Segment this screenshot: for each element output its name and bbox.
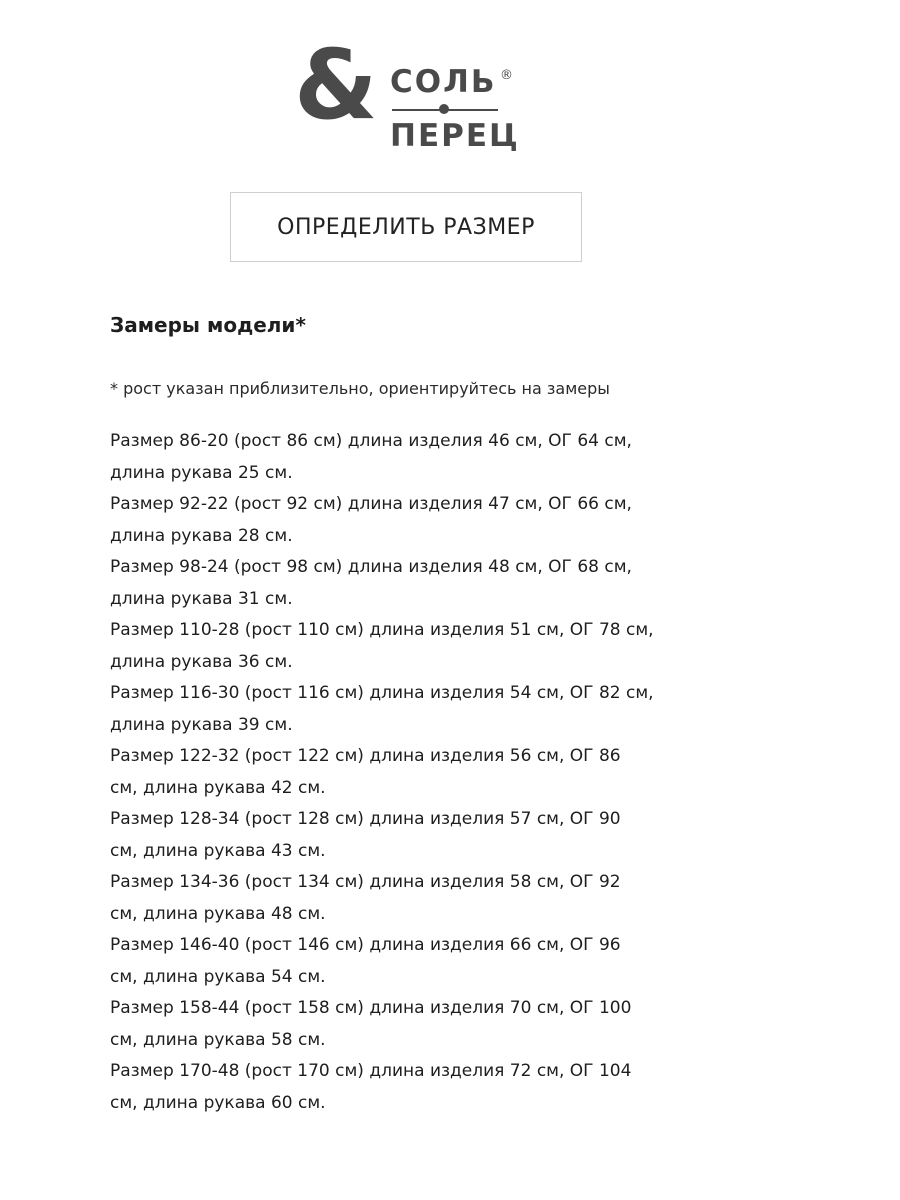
size-line: Размер 146-40 (рост 146 см) длина изделия 66 см, ОГ 96 — [110, 935, 621, 955]
size-line: Размер 158-44 (рост 158 см) длина изделия 70 см, ОГ 100 — [110, 998, 632, 1018]
size-line: Размер 98-24 (рост 98 см) длина изделия 48 см, ОГ 68 см, — [110, 557, 632, 577]
size-entry-122 — [110, 741, 720, 804]
size-line: длина рукава 39 см. — [110, 714, 293, 735]
logo-word-top: СОЛЬ — [390, 64, 497, 100]
size-entry-128 — [110, 804, 720, 867]
size-line: см, длина рукава 60 см. — [110, 1092, 326, 1113]
logo-word-bottom: ПЕРЕЦ — [390, 118, 520, 154]
logo-dot — [439, 104, 449, 114]
size-line: см, длина рукава 43 см. — [110, 840, 326, 861]
determine-size-button[interactable]: ОПРЕДЕЛИТЬ РАЗМЕР — [230, 192, 582, 262]
size-entry-134 — [110, 867, 720, 930]
registered-mark: ® — [500, 68, 513, 83]
size-line: длина рукава 28 см. — [110, 525, 293, 546]
section-heading: Замеры модели* — [110, 313, 306, 337]
size-line: см, длина рукава 54 см. — [110, 966, 326, 987]
size-entry-86 — [110, 426, 720, 489]
size-line: Размер 92-22 (рост 92 см) длина изделия 47 см, ОГ 66 см, — [110, 494, 632, 514]
brand-logo — [294, 29, 524, 154]
size-line: см, длина рукава 58 см. — [110, 1029, 326, 1050]
size-line: длина рукава 36 см. — [110, 651, 293, 672]
size-line: см, длина рукава 48 см. — [110, 903, 326, 924]
size-entry-92 — [110, 489, 720, 552]
size-entry-98 — [110, 552, 720, 615]
size-line: Размер 110-28 (рост 110 см) длина изделия 51 см, ОГ 78 см, — [110, 620, 654, 640]
size-line: Размер 116-30 (рост 116 см) длина изделия 54 см, ОГ 82 см, — [110, 683, 654, 703]
size-line: Размер 134-36 (рост 134 см) длина изделия 58 см, ОГ 92 — [110, 872, 621, 892]
size-line: Размер 170-48 (рост 170 см) длина изделия 72 см, ОГ 104 — [110, 1061, 632, 1081]
size-line: Размер 86-20 (рост 86 см) длина изделия 46 см, ОГ 64 см, — [110, 431, 632, 451]
size-line: длина рукава 25 см. — [110, 462, 293, 483]
size-entry-170 — [110, 1056, 720, 1119]
size-line: см, длина рукава 42 см. — [110, 777, 326, 798]
size-list — [110, 426, 720, 1119]
size-line: длина рукава 31 см. — [110, 588, 293, 609]
size-entry-158 — [110, 993, 720, 1056]
size-entry-110 — [110, 615, 720, 678]
height-note: * рост указан приблизительно, ориентируйтесь на замеры — [110, 379, 610, 398]
logo-ampersand: & — [294, 29, 378, 141]
size-entry-116 — [110, 678, 720, 741]
size-line: Размер 128-34 (рост 128 см) длина изделия 57 см, ОГ 90 — [110, 809, 621, 829]
size-line: Размер 122-32 (рост 122 см) длина изделия 56 см, ОГ 86 — [110, 746, 621, 766]
size-entry-146 — [110, 930, 720, 993]
